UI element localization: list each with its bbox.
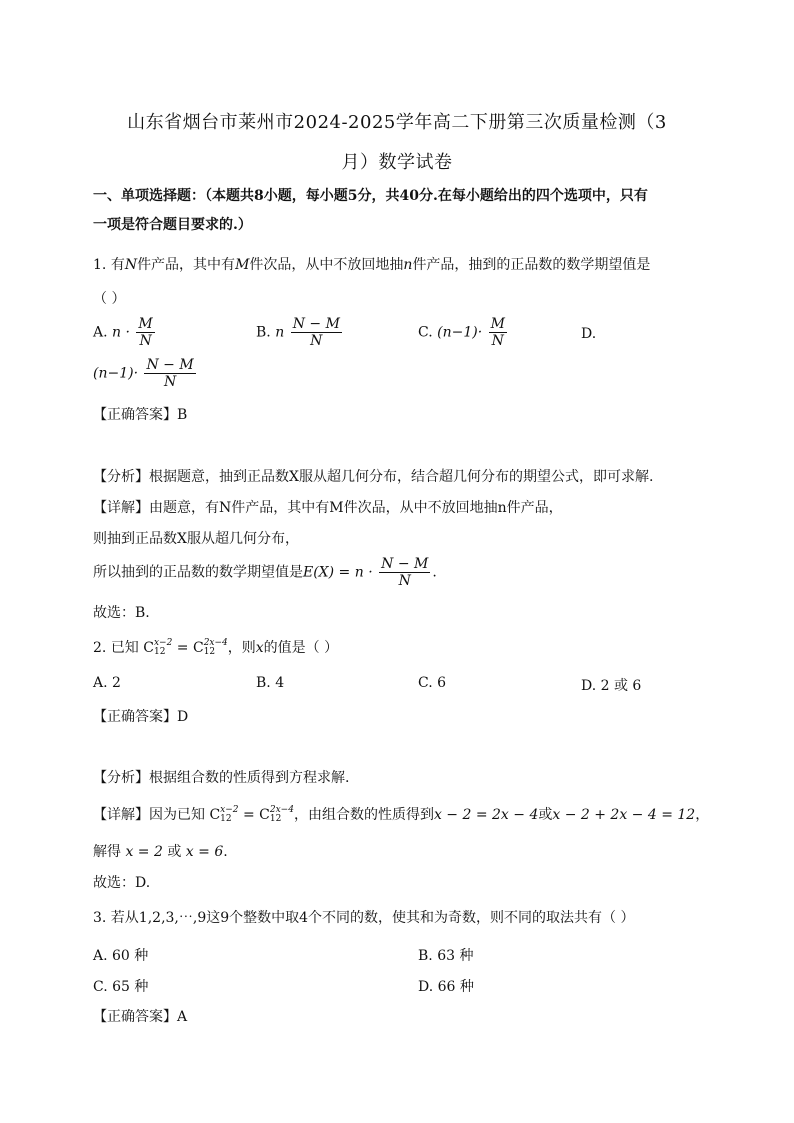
q1-option-d-label: D. [581, 326, 597, 342]
q2-choose: 故选：D. [93, 875, 151, 891]
q2-detail-1: 【详解】因为已知 C x−2 12 = C 2x−4 12 ，由组合数的性质得到x − 2 = 2x − 4或x − 2 + 2x − 4 = 12， [93, 805, 710, 824]
q2-analysis: 【分析】根据组合数的性质得到方程求解. [93, 770, 350, 786]
q1-choose: 故选：B. [93, 605, 150, 621]
q1-detail-1: 【详解】由题意，有N件产品，其中有M件次品，从中不放回地抽n件产品， [93, 500, 563, 516]
q1-answer: 【正确答案】B [93, 407, 188, 423]
q3-option-a: A. 60 种 [93, 948, 149, 964]
q3-option-d: D. 66 种 [418, 979, 474, 995]
section-heading: 一、单项选择题：（本题共8小题，每小题5分，共40分.在每小题给出的四个选项中，只有 [93, 188, 648, 204]
q2-solution: 解得 x = 2 或 x = 6. [93, 844, 228, 860]
q1-paren: （ ） [93, 291, 126, 307]
title-line-1: 山东省烟台市莱州市2024-2025学年高二下册第三次质量检测（3 [127, 112, 667, 133]
q2-answer: 【正确答案】D [93, 709, 189, 725]
q1-detail-3: 所以抽到的正品数的数学期望值是E(X) = n · $\frac{N - M}{N}$ . [93, 556, 437, 589]
q3-option-b: B. 63 种 [418, 948, 474, 964]
q1-option-b: B. n $\frac{N - M}{N}$ [256, 316, 340, 349]
q1-analysis: 【分析】根据题意，抽到正品数X服从超几何分布，结合超几何分布的期望公式，即可求解. [93, 469, 654, 485]
q1-option-c: C. (n−1)· $\frac{M}{N}$ [418, 316, 505, 349]
section-heading-cont: 一项是符合题目要求的.） [93, 217, 252, 233]
q2-option-c: C. 6 [418, 675, 447, 691]
q2-stem: 2. 已知 C x−2 12 = C 2x−4 12 ，则x的值是（ ） [93, 638, 339, 657]
q1-detail-2: 则抽到正品数X服从超几何分布， [93, 531, 299, 547]
q3-stem: 3. 若从1,2,3,⋯,9这9个整数中取4个不同的数，使其和为奇数，则不同的取法共有（ ） [93, 910, 635, 926]
title-line-2: 月）数学试卷 [341, 152, 453, 173]
q3-option-c: C. 65 种 [93, 979, 149, 995]
q2-option-b: B. 4 [256, 675, 285, 691]
q1-option-a: A. n · $\frac{M}{N}$ [93, 316, 153, 349]
q1-stem: 1. 有N件产品，其中有M件次品，从中不放回地抽n件产品，抽到的正品数的数学期望值是 [93, 257, 651, 273]
q2-option-a: A. 2 [93, 675, 121, 691]
q2-option-d: D. 2 或 6 [581, 678, 642, 694]
q3-answer: 【正确答案】A [93, 1009, 188, 1025]
q1-option-d: (n−1)· $\frac{N - M}{N}$ [93, 357, 194, 390]
